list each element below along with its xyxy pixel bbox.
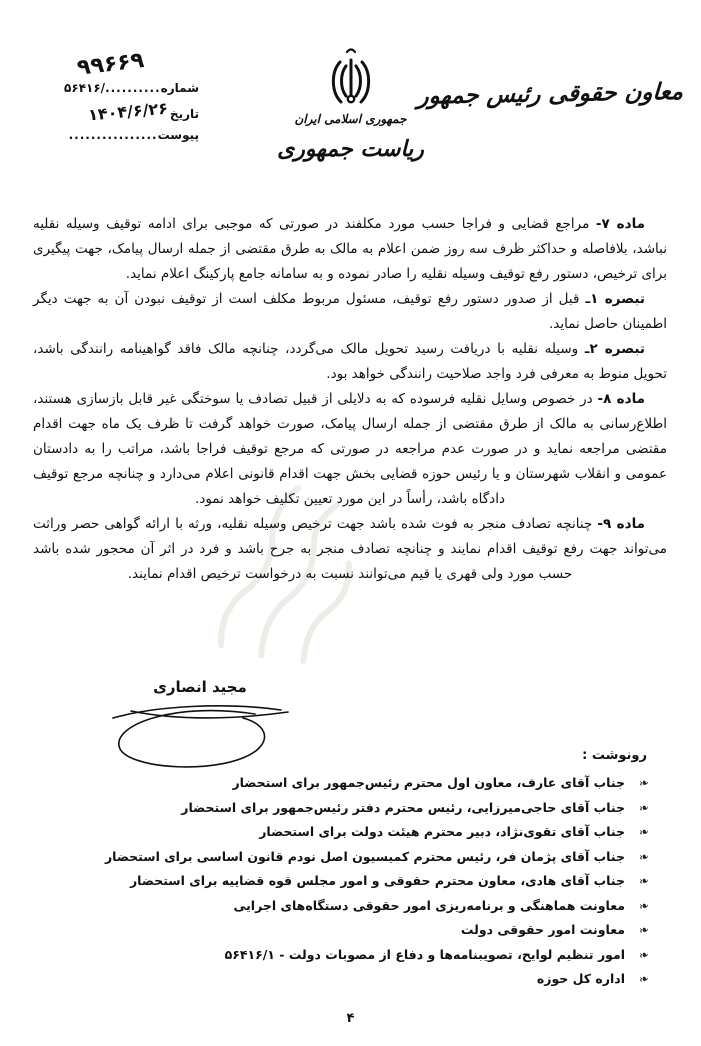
list-bullet-icon: ❧	[637, 873, 651, 889]
list-bullet-icon: ❧	[637, 848, 651, 865]
article-7-paragraph	[33, 212, 667, 287]
cc-item	[40, 775, 659, 791]
cc-item-text: جناب آقای هادی، معاون محترم حقوقی و امور مجلس قوه قضاییه برای استحضار	[129, 873, 625, 888]
cc-item	[40, 898, 659, 914]
list-bullet-icon: ❧	[637, 897, 651, 914]
office-name-calligraphy: ریاست جمهوری	[277, 136, 424, 162]
article-7-label: ماده ۷-	[595, 216, 645, 232]
number-label: شماره	[160, 81, 199, 95]
cc-item-text: معاونت امور حقوقی دولت	[460, 922, 625, 937]
letterhead-center	[256, 46, 446, 162]
note-2-text: وسیله نقلیه با دریافت رسید تحویل مالک می‌گردد، چنانچه مالک فاقد گواهینامه رانندگی باشد، تحویل منوط به معرفی فرد واجد صلاحیت رانندگی خواهد بود.	[33, 341, 667, 382]
cc-item-text: امور تنظیم لوایح، تصویبنامه‌ها و دفاع از مصوبات دولت - ۵۶۴۱۶/۱	[224, 946, 625, 962]
attachment-label: پیوست	[157, 128, 199, 142]
letter-body	[33, 212, 667, 587]
list-bullet-icon: ❧	[637, 799, 651, 816]
cc-item	[40, 947, 659, 963]
cc-section	[40, 748, 659, 996]
iran-emblem-icon	[328, 46, 374, 110]
list-bullet-icon: ❧	[637, 946, 651, 963]
number-row	[14, 81, 199, 95]
note-1-text: قبل از صدور دستور رفع توقیف، مسئول مربوط مکلف است از توقیف نبودن آن به جهت دیگر اطمینان حاصل نماید.	[33, 291, 667, 332]
cc-item	[40, 922, 659, 938]
article-8-paragraph	[33, 387, 667, 512]
cc-item-text: معاونت هماهنگی و برنامه‌ریزی امور حقوقی دستگاه‌های اجرایی	[233, 897, 625, 913]
cc-item	[40, 971, 659, 987]
cc-item-text: جناب آقای پژمان فر، رئیس محترم کمیسیون اصل نودم قانون اساسی برای استحضار	[104, 848, 625, 864]
cc-item-text: جناب آقای حاجی‌میرزایی، رئیس محترم دفتر رئیس‌جمهور برای استحضار	[181, 799, 625, 815]
handwritten-letter-number: ۹۹۶۶۹	[75, 48, 146, 81]
cc-item	[40, 873, 659, 889]
article-9-paragraph	[33, 512, 667, 587]
list-bullet-icon: ❧	[637, 775, 651, 791]
handwritten-date: ۱۴۰۴/۶/۲۶	[87, 98, 169, 125]
cc-item	[40, 849, 659, 865]
reference-block	[14, 48, 199, 142]
note-1-label: تبصره ۱ـ	[585, 291, 646, 307]
note-2-paragraph	[33, 337, 667, 387]
cc-item-text: جناب آقای تقوی‌نژاد، دبیر محترم هیئت دولت برای استحضار	[259, 824, 625, 839]
date-label: تاریخ	[169, 107, 199, 121]
list-bullet-icon: ❧	[637, 922, 651, 938]
deputy-title-calligraphy: معاون حقوقی رئیس جمهور	[416, 77, 684, 110]
article-8-text: در خصوص وسایل نقلیه فرسوده که به دلایلی از قبیل تصادف یا سوختگی غیر قابل بازسازی هستند، اطلاع‌رسانی به مالک از طرق مقتضی از جمله ارسال پیامک، صورت خواهد گرفت تا ظرف یک ماه جهت اقدام مقتضی مراجعه نماید و در صورت عدم مراجعه در صورتی که مرجع توقیف فراجا باشد، مراتب را به دادستان عمومی و انقلاب شهرستان و یا رئیس حوزه قضایی بخش جهت اقدام قانونی اعلام می‌دارد و چنانچه مرجع توقیف دادگاه باشد، رأساً در این مورد تعیین تکلیف خواهد نمود.	[33, 391, 667, 507]
note-2-label: تبصره ۲ـ	[584, 341, 646, 357]
cc-item-text: جناب آقای عارف، معاون اول محترم رئیس‌جمهور برای استحضار	[232, 775, 625, 790]
number-dotted-line: ..........	[105, 81, 161, 95]
cc-item-text: اداره کل حوزه	[536, 971, 625, 986]
list-bullet-icon: ❧	[637, 971, 651, 987]
attachment-dotted-line: ................	[68, 128, 158, 142]
number-printed-prefix: ۵۶۴۱۶/	[64, 81, 106, 95]
cc-label: رونوشت :	[582, 748, 647, 763]
article-7-text: مراجع قضایی و فراجا حسب مورد مکلفند در صورتی که موجبی برای ادامه توقیف وسیله نقلیه نباشد، بلافاصله و حداکثر ظرف سه روز ضمن اعلام به مالک به طرق مقتضی از جمله ارسال پیامک، جهت پیگیری برای ترخیص، دستور رفع توقیف وسیله نقلیه را صادر نموده و به سامانه جامع پارکینگ اعلام نماید.	[33, 216, 667, 282]
date-row	[14, 98, 199, 125]
signatory-name: مجید انصاری	[153, 678, 247, 696]
attachment-row	[14, 128, 199, 142]
article-8-label: ماده ۸-	[597, 391, 645, 407]
article-9-text: چنانچه تصادف منجر به فوت شده باشد جهت ترخیص وسیله نقلیه، ورثه با ارائه گواهی حصر وراثت می‌تواند جهت رفع توقیف اقدام نمایند و چنانچه تصادف منجر به جرح باشد و فرد در اثر آن محجور شده باشد حسب مورد ولی قهری یا قیم می‌توانند نسبت به درخواست ترخیص اقدام نمایند.	[33, 516, 667, 582]
article-9-label: ماده ۹-	[597, 516, 646, 532]
country-name: جمهوری اسلامی ایران	[294, 112, 407, 126]
page-number: ۴	[346, 1011, 355, 1026]
list-bullet-icon: ❧	[637, 824, 651, 840]
cc-item	[40, 800, 659, 816]
cc-item	[40, 824, 659, 840]
note-1-paragraph	[33, 287, 667, 337]
